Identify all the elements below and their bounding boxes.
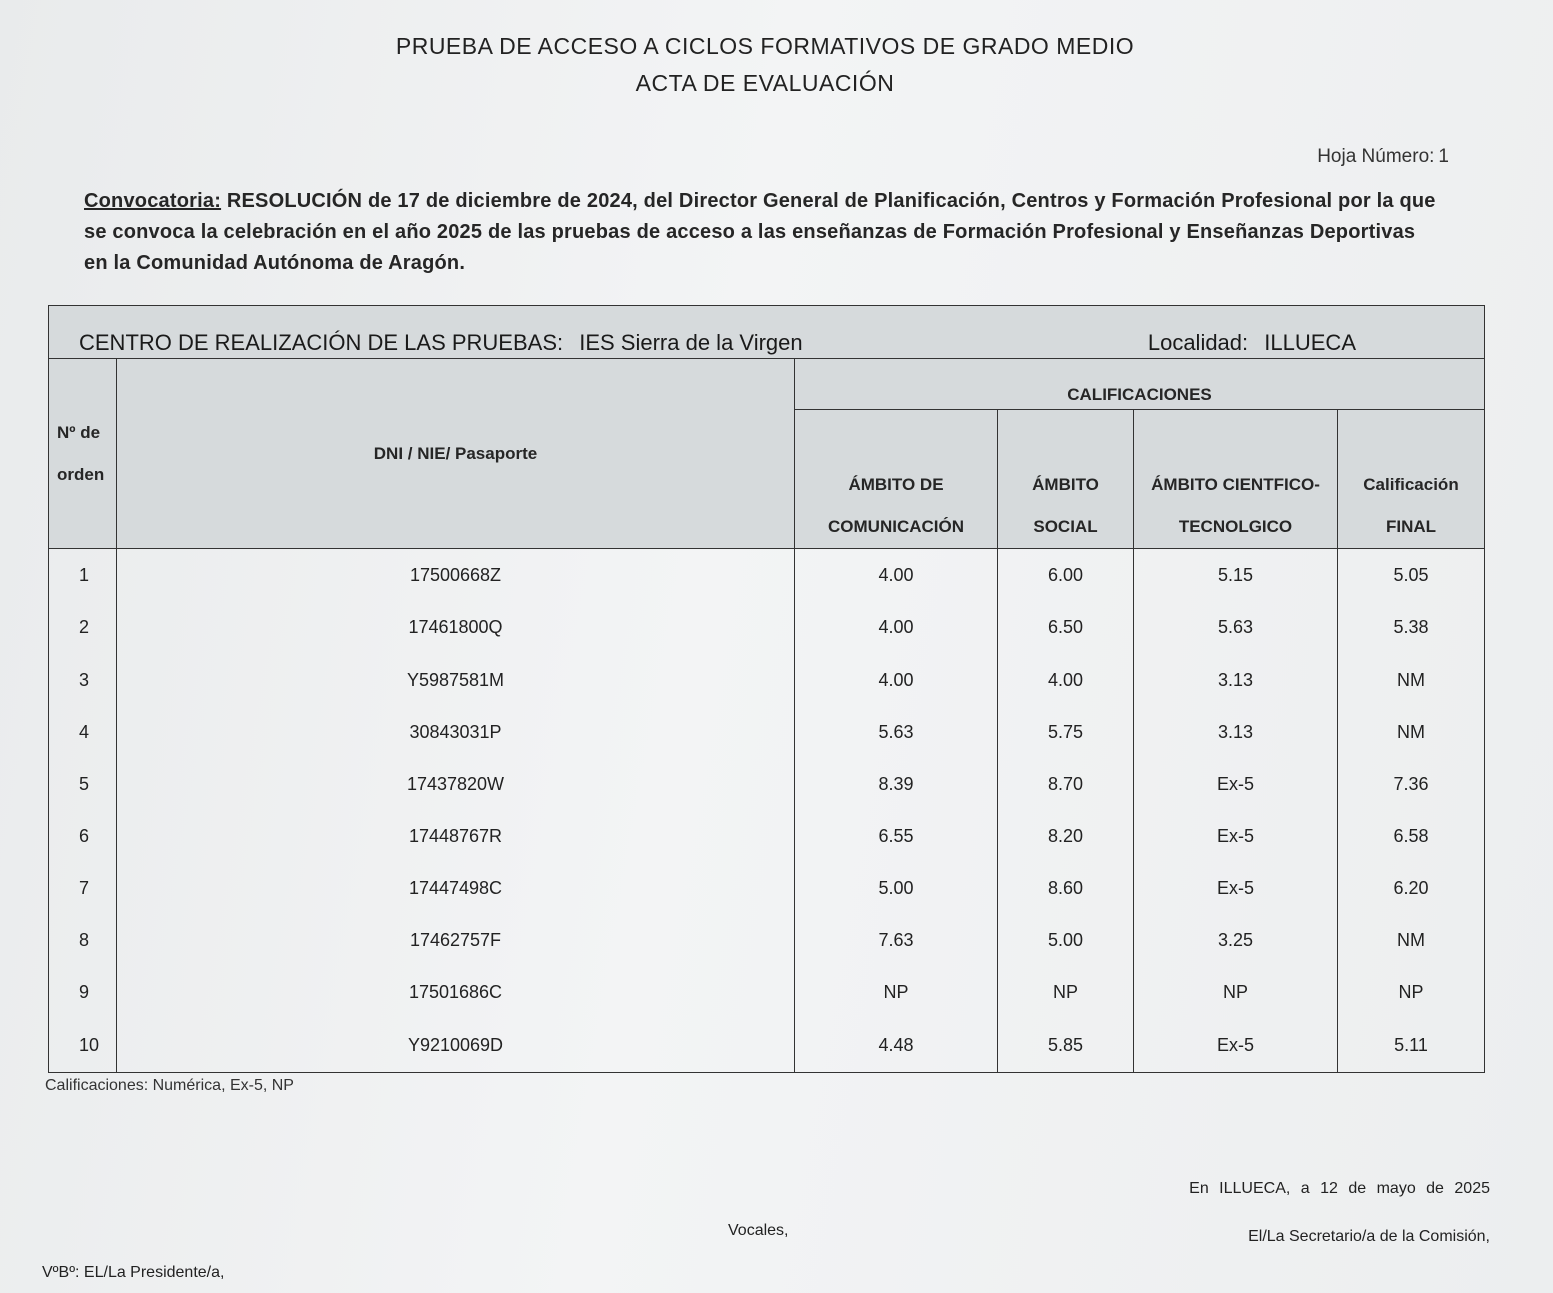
order-cell: 10 [49, 1019, 117, 1072]
sheet-number [1317, 146, 1449, 168]
social-cell: 8.60 [998, 863, 1134, 915]
order-cell: 1 [49, 549, 117, 602]
order-cell: 5 [49, 758, 117, 810]
table-row [49, 758, 1485, 810]
cientifico-cell: NP [1134, 967, 1338, 1019]
table-row [49, 549, 1485, 602]
order-cell: 4 [49, 706, 117, 758]
table-row [49, 1019, 1485, 1072]
header-row-group [49, 359, 1485, 410]
table-row [49, 654, 1485, 706]
column-group-calificaciones: CALIFICACIONES [795, 359, 1485, 410]
id-cell: 17447498C [117, 863, 795, 915]
cientifico-cell: 5.15 [1134, 549, 1338, 602]
place-and-date: En ILLUECA, a 12 de mayo de 2025 [1189, 1180, 1490, 1197]
column-header-comunicacion: ÁMBITO DE COMUNICACIÓN [795, 410, 998, 549]
social-cell: 8.70 [998, 758, 1134, 810]
comunicacion-cell: 8.39 [795, 758, 998, 810]
column-header-id: DNI / NIE/ Pasaporte [117, 359, 795, 549]
center-label: CENTRO DE REALIZACIÓN DE LAS PRUEBAS: [79, 330, 564, 355]
order-cell: 6 [49, 810, 117, 862]
social-cell: NP [998, 967, 1134, 1019]
locality-value: ILLUECA [1264, 330, 1356, 355]
grades-table [48, 305, 1485, 1073]
comunicacion-cell: 4.00 [795, 602, 998, 654]
id-cell: 17448767R [117, 810, 795, 862]
comunicacion-cell: 5.00 [795, 863, 998, 915]
cientifico-cell: Ex-5 [1134, 1019, 1338, 1072]
comunicacion-cell: 4.48 [795, 1019, 998, 1072]
id-cell: 17462757F [117, 915, 795, 967]
table-row [49, 602, 1485, 654]
table-row [49, 967, 1485, 1019]
secretario-signature: El/La Secretario/a de la Comisión, [1248, 1228, 1490, 1245]
cientifico-cell: 3.13 [1134, 706, 1338, 758]
social-cell: 8.20 [998, 810, 1134, 862]
social-cell: 5.00 [998, 915, 1134, 967]
document-subtitle: ACTA DE EVALUACIÓN [635, 70, 895, 96]
convocatoria-label: Convocatoria: [84, 190, 222, 212]
id-cell: Y5987581M [117, 654, 795, 706]
sheet-number-value: 1 [1438, 146, 1449, 167]
order-cell: 3 [49, 654, 117, 706]
order-cell: 8 [49, 915, 117, 967]
locality-info [1148, 330, 1356, 356]
cientifico-cell: 3.13 [1134, 654, 1338, 706]
document-title: PRUEBA DE ACCESO A CICLOS FORMATIVOS DE GRADO MEDIO [395, 33, 1135, 59]
vocales-signature: Vocales, [728, 1222, 789, 1239]
table-row [49, 863, 1485, 915]
id-cell: Y9210069D [117, 1019, 795, 1072]
comunicacion-cell: 4.00 [795, 654, 998, 706]
comunicacion-cell: NP [795, 967, 998, 1019]
table-row [49, 706, 1485, 758]
grades-legend: Calificaciones: Numérica, Ex-5, NP [45, 1077, 294, 1094]
social-cell: 5.85 [998, 1019, 1134, 1072]
comunicacion-cell: 5.63 [795, 706, 998, 758]
final-cell: 5.38 [1338, 602, 1485, 654]
locality-label: Localidad: [1147, 330, 1249, 355]
cientifico-cell: Ex-5 [1134, 810, 1338, 862]
id-cell: 30843031P [117, 706, 795, 758]
presidente-signature: VºBº: EL/La Presidente/a, [42, 1264, 225, 1281]
id-cell: 17461800Q [117, 602, 795, 654]
final-cell: 6.58 [1338, 810, 1485, 862]
sheet-number-label: Hoja Número: [1317, 146, 1435, 167]
final-cell: 5.05 [1338, 549, 1485, 602]
convocatoria-text: RESOLUCIÓN de 17 de diciembre de 2024, del Director General de Planificación, Centros y Formación Profesional por la que se convoca la celebración en el año 2025 de las pruebas de acceso a las enseñanzas de Formación Profesional y Enseñanzas Deportivas en la Comunidad Autónoma de Aragón. [84, 190, 1436, 274]
column-header-final: Calificación FINAL [1338, 410, 1485, 549]
social-cell: 5.75 [998, 706, 1134, 758]
final-cell: NM [1338, 915, 1485, 967]
social-cell: 6.50 [998, 602, 1134, 654]
table-row [49, 810, 1485, 862]
comunicacion-cell: 7.63 [795, 915, 998, 967]
order-cell: 7 [49, 863, 117, 915]
column-header-social: ÁMBITO SOCIAL [998, 410, 1134, 549]
final-cell: NM [1338, 706, 1485, 758]
center-value: IES Sierra de la Virgen [579, 330, 803, 355]
center-row [49, 306, 1485, 359]
column-header-cientifico: ÁMBITO CIENTFICO- TECNOLGICO [1134, 410, 1338, 549]
final-cell: NM [1338, 654, 1485, 706]
center-info [79, 330, 803, 356]
cientifico-cell: Ex-5 [1134, 758, 1338, 810]
social-cell: 4.00 [998, 654, 1134, 706]
id-cell: 17437820W [117, 758, 795, 810]
final-cell: NP [1338, 967, 1485, 1019]
convocatoria-paragraph [84, 186, 1444, 279]
table-row [49, 915, 1485, 967]
social-cell: 6.00 [998, 549, 1134, 602]
final-cell: 7.36 [1338, 758, 1485, 810]
comunicacion-cell: 6.55 [795, 810, 998, 862]
cientifico-cell: 3.25 [1134, 915, 1338, 967]
final-cell: 5.11 [1338, 1019, 1485, 1072]
final-cell: 6.20 [1338, 863, 1485, 915]
cientifico-cell: Ex-5 [1134, 863, 1338, 915]
order-cell: 2 [49, 602, 117, 654]
column-header-order: Nº de orden [49, 359, 117, 549]
comunicacion-cell: 4.00 [795, 549, 998, 602]
order-cell: 9 [49, 967, 117, 1019]
id-cell: 17500668Z [117, 549, 795, 602]
id-cell: 17501686C [117, 967, 795, 1019]
cientifico-cell: 5.63 [1134, 602, 1338, 654]
